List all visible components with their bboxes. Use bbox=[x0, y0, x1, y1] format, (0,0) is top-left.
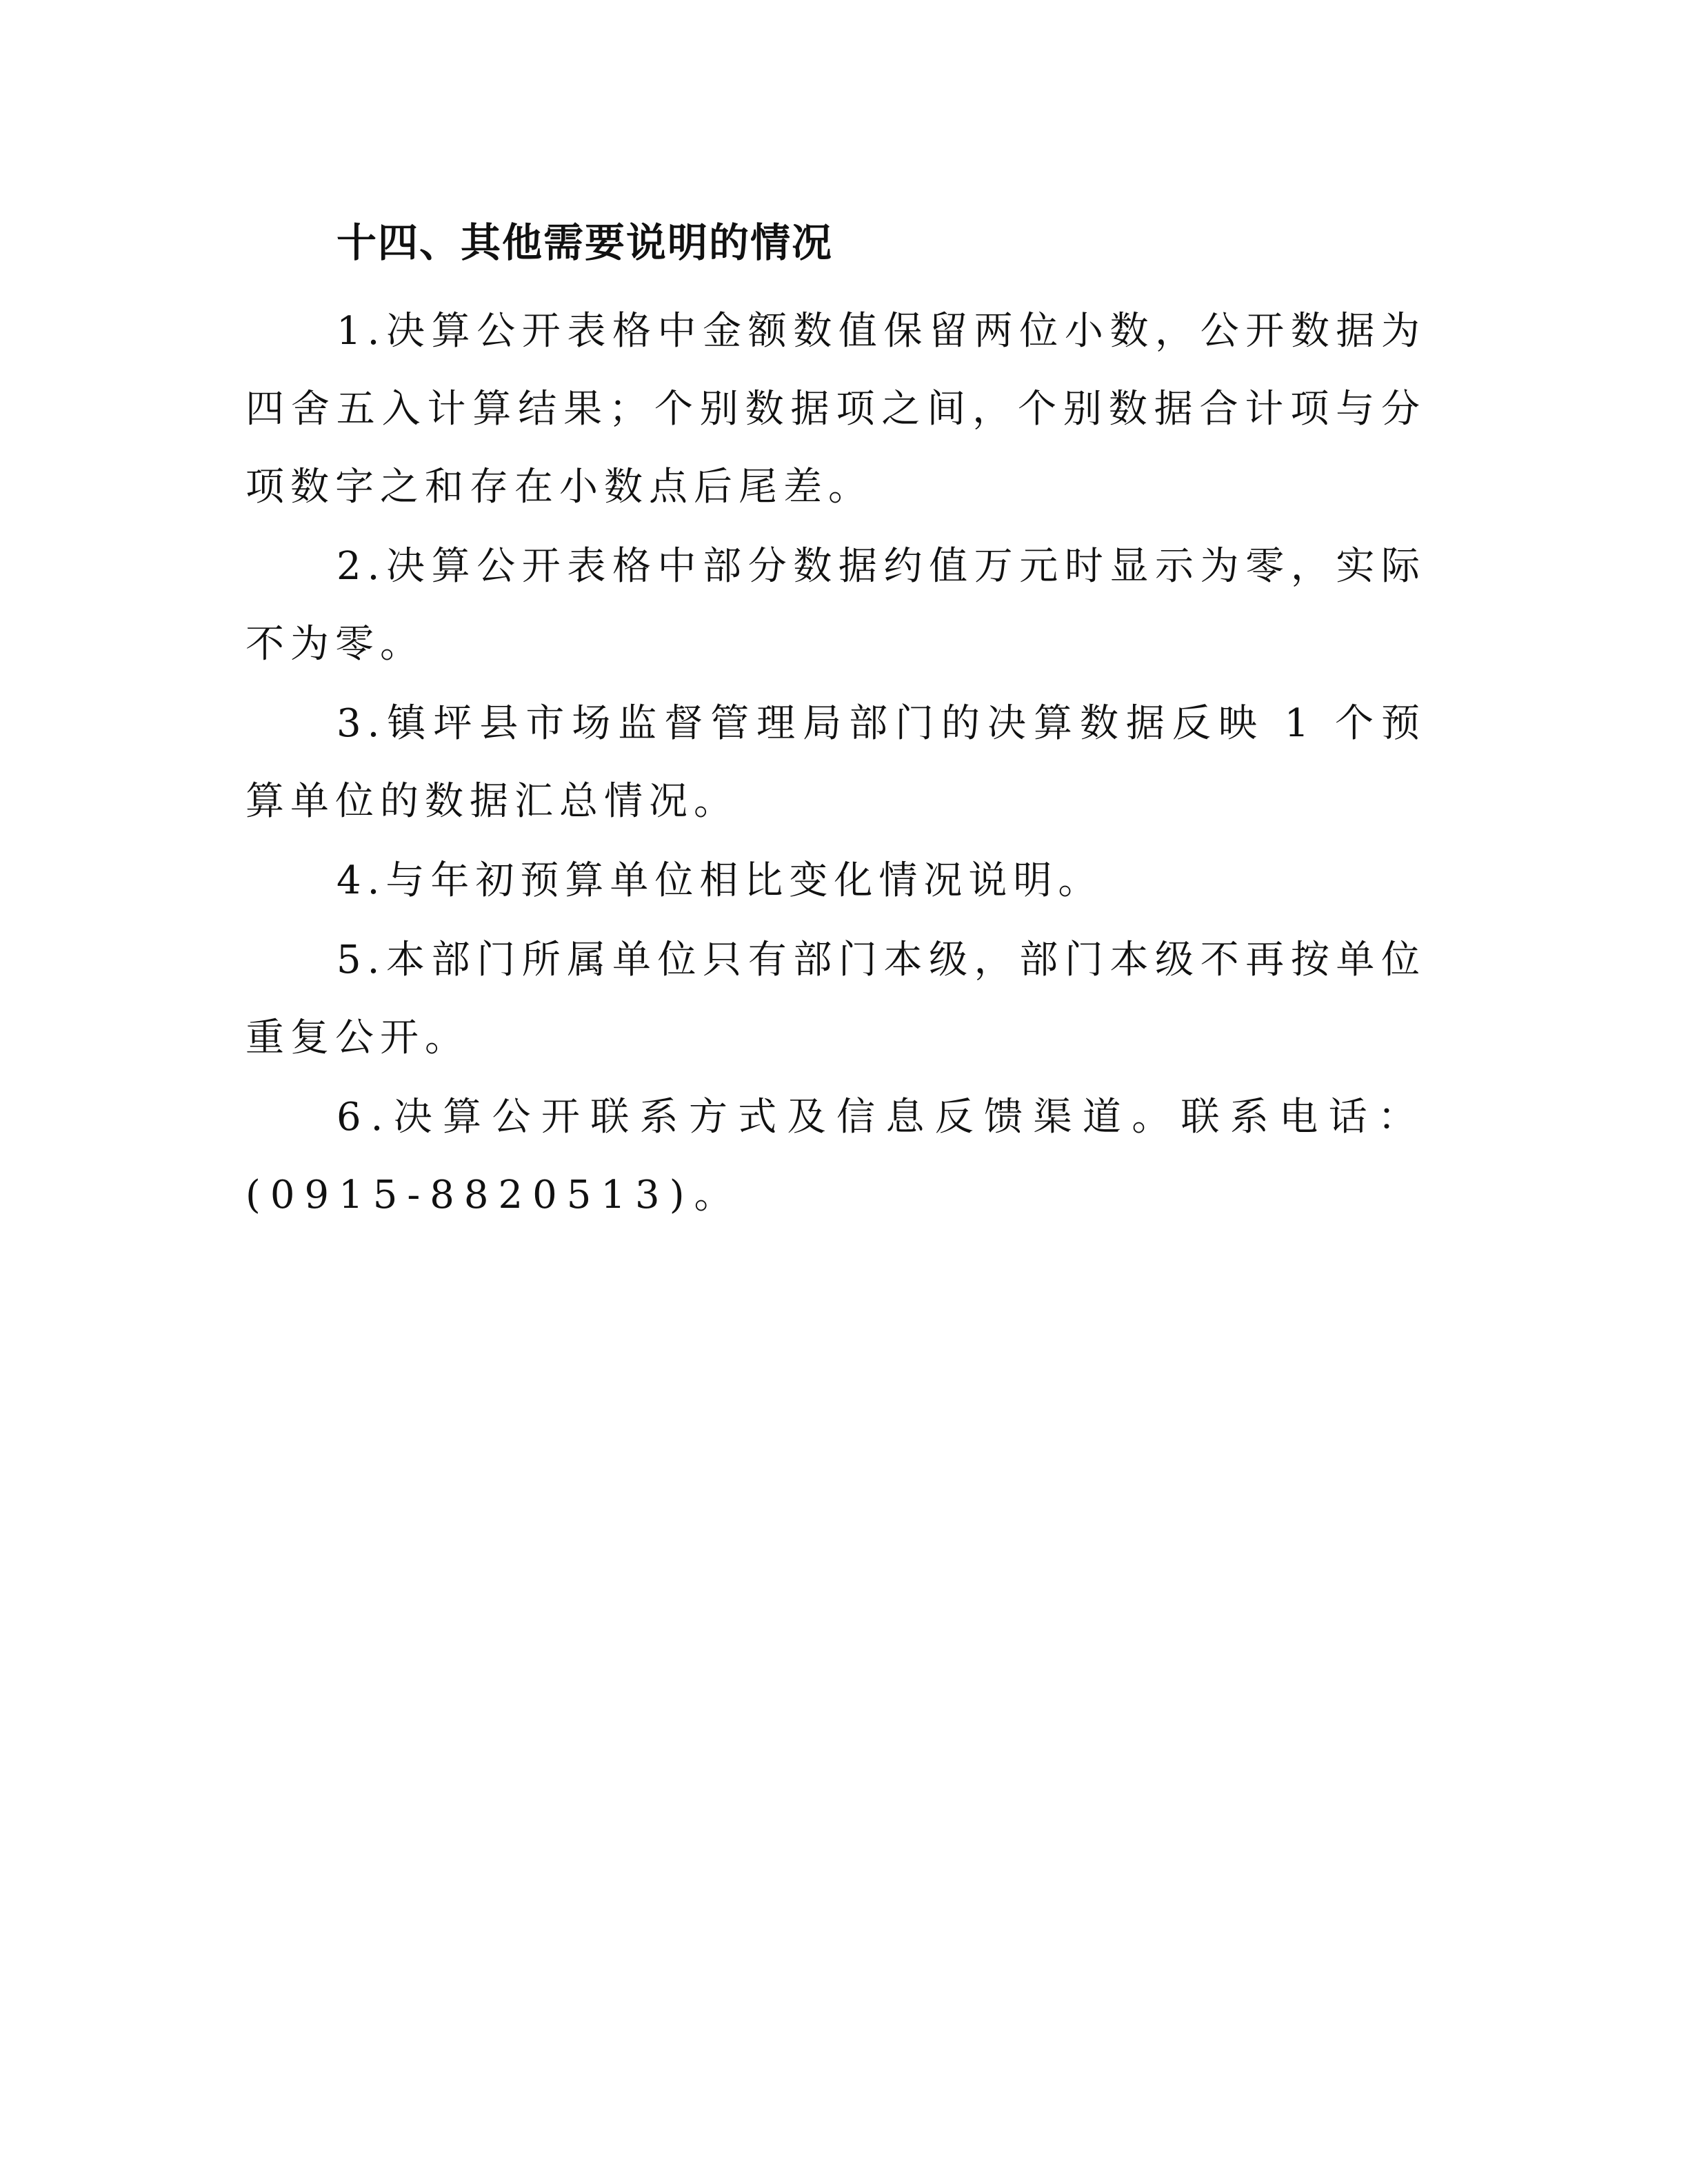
paragraph-4: 4.与年初预算单位相比变化情况说明。 bbox=[336, 858, 1103, 903]
paragraph-6: 6.决算公开联系方式及信息反馈渠道。联系电话：(0915-8820513)。 bbox=[245, 1095, 1426, 1217]
paragraph-1: 1.决算公开表格中金额数值保留两位小数，公开数据为四舍五入计算结果；个别数据项之间，个别数据合计项与分项数字之和存在小数点后尾差。 bbox=[245, 309, 1426, 509]
paragraph-3: 3.镇坪县市场监督管理局部门的决算数据反映 1 个预算单位的数据汇总情况。 bbox=[245, 701, 1426, 824]
paragraph-2: 2.决算公开表格中部分数据约值万元时显示为零，实际不为零。 bbox=[245, 544, 1426, 667]
section-heading: 十四、其他需要说明的情况 bbox=[336, 219, 834, 266]
document-body bbox=[245, 292, 1426, 1235]
paragraph-5: 5.本部门所属单位只有部门本级，部门本级不再按单位重复公开。 bbox=[245, 938, 1426, 1060]
